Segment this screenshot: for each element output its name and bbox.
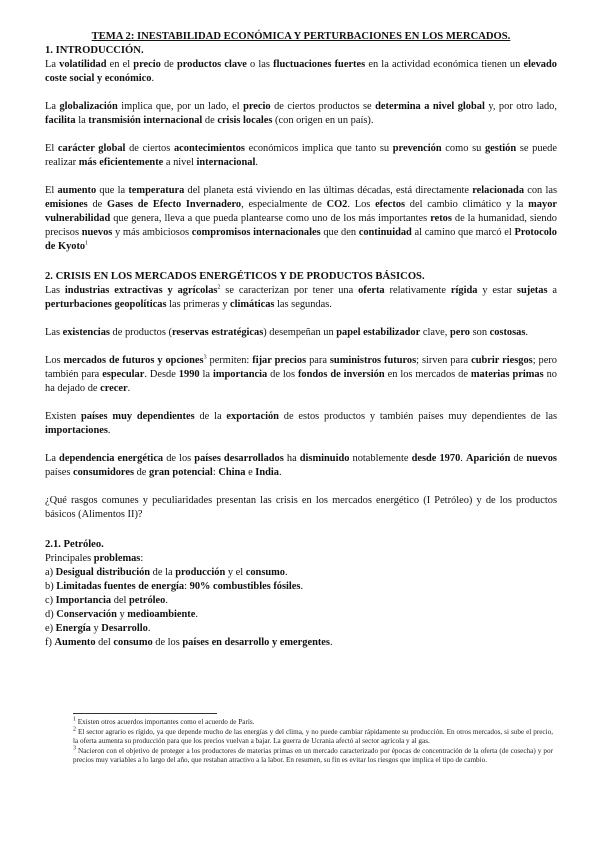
bold-term: materias primas — [470, 369, 544, 380]
bold-term: continuidad — [358, 227, 412, 238]
footnote-ref: 3 — [203, 354, 207, 361]
section-heading: 2. CRISIS EN LOS MERCADOS ENERGÉTICOS Y DE PRODUCTOS BÁSICOS. — [45, 271, 425, 282]
bold-term: Importancia — [55, 595, 112, 606]
bold-term: compromisos internacionales — [191, 227, 321, 238]
bold-term: fluctuaciones fuertes — [273, 59, 366, 70]
bold-term: especular — [102, 369, 145, 380]
bold-term: más eficientemente — [78, 157, 164, 168]
footnote-text: El sector agrario es rígido, ya que depende mucho de las energías y del clima, y no puede cambiar rápidamente su producción. En otros mercados, si sube el precio, la oferta aumenta su producción para que los precios vuelvan a bajar. La guerra de Ucrania afectó al sector agrícola y al gas. — [73, 727, 553, 745]
document-page — [45, 30, 557, 650]
bold-term: emisiones — [45, 199, 88, 210]
bold-term: países en desarrollo y emergentes — [182, 637, 330, 648]
bold-term: Limitadas fuentes de energía — [56, 581, 185, 592]
bold-term: internacional — [196, 157, 256, 168]
bold-term: crisis locales — [217, 115, 273, 126]
bold-term: CO2 — [326, 199, 348, 210]
paragraph: Las industrias extractivas y agrícolas$^2$ se caracterizan por tener una oferta relativamente rígida y estar sujetas a perturbaciones geopolíticas las primeras y climáticas las segundas. — [45, 284, 557, 310]
bold-term: fijar precios — [252, 355, 307, 366]
section-heading: 1. INTRODUCCIÓN. — [45, 45, 144, 56]
bold-term: Desigual distribución — [55, 567, 151, 578]
bold-term: 90% combustibles fósiles — [189, 581, 301, 592]
bold-term: gran potencial — [149, 467, 213, 478]
bold-term: Conservación — [56, 609, 117, 620]
bold-term: retos — [430, 213, 452, 224]
bold-term: consumidores — [73, 467, 135, 478]
paragraph: El aumento que la temperatura del planeta está viviendo en las últimas décadas, está directamente relacionada con las emisiones de Gases de Efecto Invernadero, especialmente de CO2. Los efectos del cambio climático y la mayor vulnerabilidad que genera, lleva a que pueda plantearse como uno de los más importantes retos de la humanidad, siendo precisos nuevos y más ambiciosos compromisos internacionales que den continuidad al camino que marcó el Protocolo de Kyoto$^1$ — [45, 185, 558, 252]
bold-term: acontecimientos — [173, 143, 245, 154]
footnote-ref: 2 — [217, 284, 221, 291]
bold-term: precio — [243, 101, 271, 112]
list-intro: Principales problemas: — [45, 553, 144, 564]
list-item: a) Desigual distribución de la producción y el consumo. — [45, 567, 288, 578]
bold-term: importancia — [212, 369, 268, 380]
bold-term: países desarrollados — [194, 453, 284, 464]
paragraph: La dependencia energética de los países desarrollados ha disminuido notablemente desde 1970. Aparición de nuevos países consumidores de gran potencial: China e India. — [45, 453, 557, 478]
bold-term: 1990 — [178, 369, 200, 380]
bold-term: aumento — [57, 185, 97, 196]
paragraph: Existen países muy dependientes de la exportación de estos productos y también países muy dependientes de las importaciones. — [45, 411, 557, 436]
bold-term: sujetas — [516, 285, 548, 296]
bold-term: medioambiente — [127, 609, 196, 620]
list-item: c) Importancia del petróleo. — [45, 595, 168, 606]
bold-term: desde 1970 — [411, 453, 461, 464]
bold-term: problemas — [93, 553, 141, 564]
bold-term: temperatura — [128, 185, 185, 196]
document-title: TEMA 2: INESTABILIDAD ECONÓMICA Y PERTURBACIONES EN LOS MERCADOS. — [91, 31, 511, 42]
bold-term: mayor vulnerabilidad — [45, 199, 558, 224]
list-item: f) Aumento del consumo de los países en desarrollo y emergentes. — [45, 637, 333, 648]
bold-term: consumo — [245, 567, 285, 578]
bold-term: productos clave — [176, 59, 247, 70]
bold-term: Protocolo de Kyoto — [45, 227, 557, 252]
footnotes — [73, 718, 553, 766]
bold-term: producción — [175, 567, 226, 578]
footnote — [73, 718, 553, 728]
bold-term: exportación — [226, 411, 279, 422]
paragraph: Las existencias de productos (reservas estratégicas) desempeñan un papel estabilizador clave, pero son costosas. — [45, 327, 529, 338]
bold-term: disminuido — [299, 453, 350, 464]
bold-term: pero — [449, 327, 470, 338]
bold-term: transmisión internacional — [88, 115, 203, 126]
bold-term: dependencia energética — [59, 453, 164, 464]
bold-term: reservas estratégicas — [171, 327, 264, 338]
footnote-text: Nacieron con el objetivo de proteger a los productores de materias primas en un mercado caracterizado por épocas de concentración de la oferta (de cosecha) y por precios muy variables a lo largo del año, que restaban atractivo a la labor. En resumen, su fin es evitar los riesgos que implica el tipo de cambio. — [73, 746, 553, 764]
list-item: d) Conservación y medioambiente. — [45, 609, 198, 620]
list-item: e) Energía y Desarrollo. — [45, 623, 151, 634]
footnote — [73, 728, 553, 747]
bold-term: China — [218, 467, 246, 478]
bold-term: países muy dependientes — [81, 411, 195, 422]
bold-term: suministros futuros — [329, 355, 417, 366]
bold-term: Gases de Efecto Invernadero — [107, 199, 242, 210]
bold-term: petróleo — [128, 595, 166, 606]
footnote-divider — [73, 713, 217, 714]
bold-term: carácter global — [57, 143, 126, 154]
bold-term: gestión — [484, 143, 517, 154]
bold-term: perturbaciones geopolíticas — [45, 299, 167, 310]
bold-term: determina a nivel global — [375, 101, 485, 112]
bold-term: volatilidad — [59, 59, 107, 70]
bold-term: papel estabilizador — [336, 327, 421, 338]
bold-term: mercados de futuros y opciones — [63, 355, 204, 366]
subsection-heading: 2.1. Petróleo. — [45, 539, 104, 550]
bold-term: oferta — [358, 285, 385, 296]
question-paragraph: ¿Qué rasgos comunes y peculiaridades presentan las crisis en los mercados energético (I Petróleo) y de los productos básicos (Alimentos II)? — [45, 495, 557, 520]
bold-term: elevado coste social y económico — [45, 59, 557, 84]
footnote — [73, 747, 553, 766]
bold-term: Aumento — [54, 637, 96, 648]
footnote-number: 3 — [73, 745, 76, 752]
bold-term: India — [255, 467, 279, 478]
bold-term: crecer — [100, 383, 128, 394]
bold-term: fondos de inversión — [297, 369, 385, 380]
bold-term: consumo — [113, 637, 153, 648]
footnote-number: 2 — [73, 726, 76, 733]
bold-term: efectos — [375, 199, 406, 210]
footnote-text: Existen otros acuerdos importantes como el acuerdo de París. — [76, 718, 255, 726]
paragraph: La globalización implica que, por un lado, el precio de ciertos productos se determina a nivel global y, por otro lado, facilita la transmisión internacional de crisis locales (con origen en un país). — [45, 101, 557, 126]
list-item: b) Limitadas fuentes de energía: 90% combustibles fósiles. — [45, 581, 304, 592]
bold-term: precio — [133, 59, 161, 70]
bold-term: Desarrollo — [101, 623, 148, 634]
bold-term: nuevos — [526, 453, 557, 464]
bold-term: relacionada — [472, 185, 525, 196]
bold-term: Aparición — [465, 453, 511, 464]
bold-term: globalización — [59, 101, 118, 112]
bold-term: prevención — [392, 143, 442, 154]
paragraph: La volatilidad en el precio de productos clave o las fluctuaciones fuertes en la actividad económica tienen un elevado coste social y económico. — [45, 59, 557, 84]
bold-term: nuevos — [81, 227, 113, 238]
bold-term: costosas — [489, 327, 526, 338]
bold-term: climáticas — [230, 299, 275, 310]
paragraph: El carácter global de ciertos acontecimientos económicos implica que tanto su prevención como su gestión se puede realizar más eficientemente a nivel internacional. — [45, 143, 557, 168]
problems-list — [45, 566, 557, 650]
bold-term: Energía — [55, 623, 91, 634]
bold-term: importaciones — [45, 425, 108, 436]
footnote-number: 1 — [73, 716, 76, 723]
footnote-ref: 1 — [85, 240, 89, 247]
bold-term: existencias — [62, 327, 110, 338]
bold-term: facilita — [45, 115, 76, 126]
bold-term: rígida — [450, 285, 478, 296]
bold-term: industrias extractivas y agrícolas — [64, 285, 218, 296]
bold-term: cubrir riesgos — [471, 355, 533, 366]
paragraph: Los mercados de futuros y opciones$^3$ permiten: fijar precios para suministros futuros; sirven para cubrir riesgos; pero también para especular. Desde 1990 la importancia de los fondos de inversión en los mercados de materias primas no ha dejado de crecer. — [45, 354, 557, 394]
